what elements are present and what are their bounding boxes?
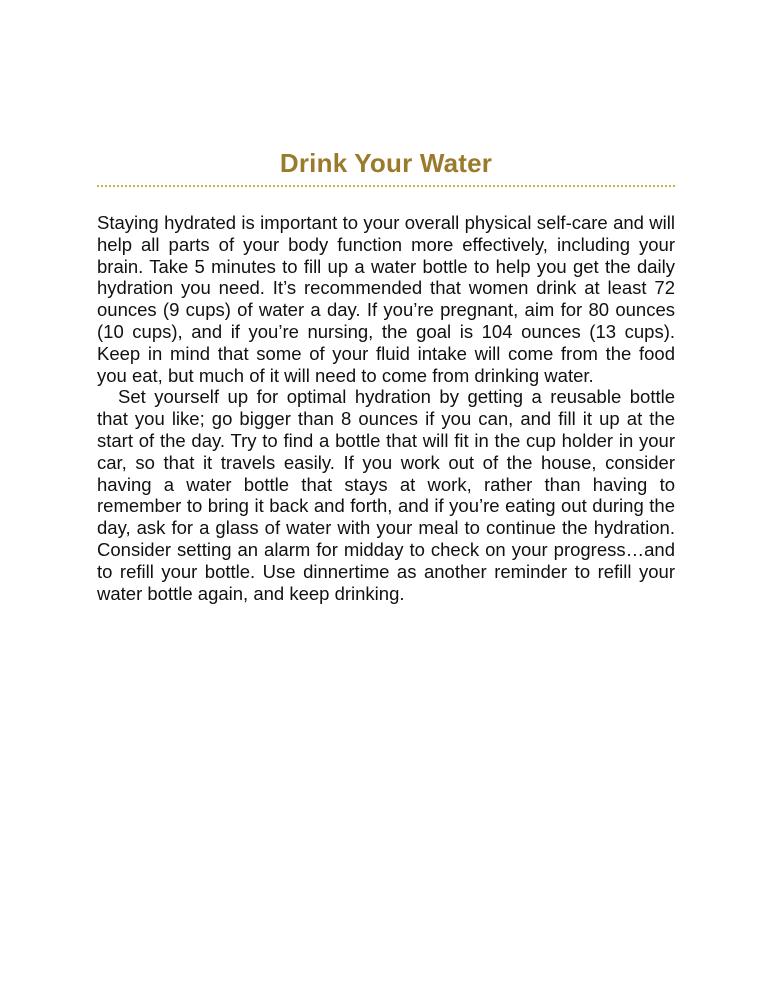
title-divider xyxy=(97,185,675,187)
paragraph-1: Staying hydrated is important to your overall physical self-care and will help all parts of your body function more effectively, including your brain. Take 5 minutes to fill up a water bottle to help you get the daily hydration you need. It’s recommended that women drink at least 72 ounces (9 cups) of water a day. If you’re pregnant, aim for 80 ounces (10 cups), and if you’re nursing, the goal is 104 ounces (13 cups). Keep in mind that some of your fluid intake will come from the food you eat, but much of it will need to come from drinking water. xyxy=(97,212,675,386)
paragraph-2: Set yourself up for optimal hydration by getting a reusable bottle that you like; go bigger than 8 ounces if you can, and fill it up at the start of the day. Try to find a bottle that will fit in the cup holder in your car, so that it travels easily. If you work out of the house, consider having a water bottle that stays at work, rather than having to remember to bring it back and forth, and if you’re eating out during the day, ask for a glass of water with your meal to continue the hydration. Consider setting an alarm for midday to check on your progress…and to refill your bottle. Use dinnertime as another reminder to refill your water bottle again, and keep drinking. xyxy=(97,386,675,604)
article-body xyxy=(97,212,675,604)
page-title: Drink Your Water xyxy=(279,148,493,178)
